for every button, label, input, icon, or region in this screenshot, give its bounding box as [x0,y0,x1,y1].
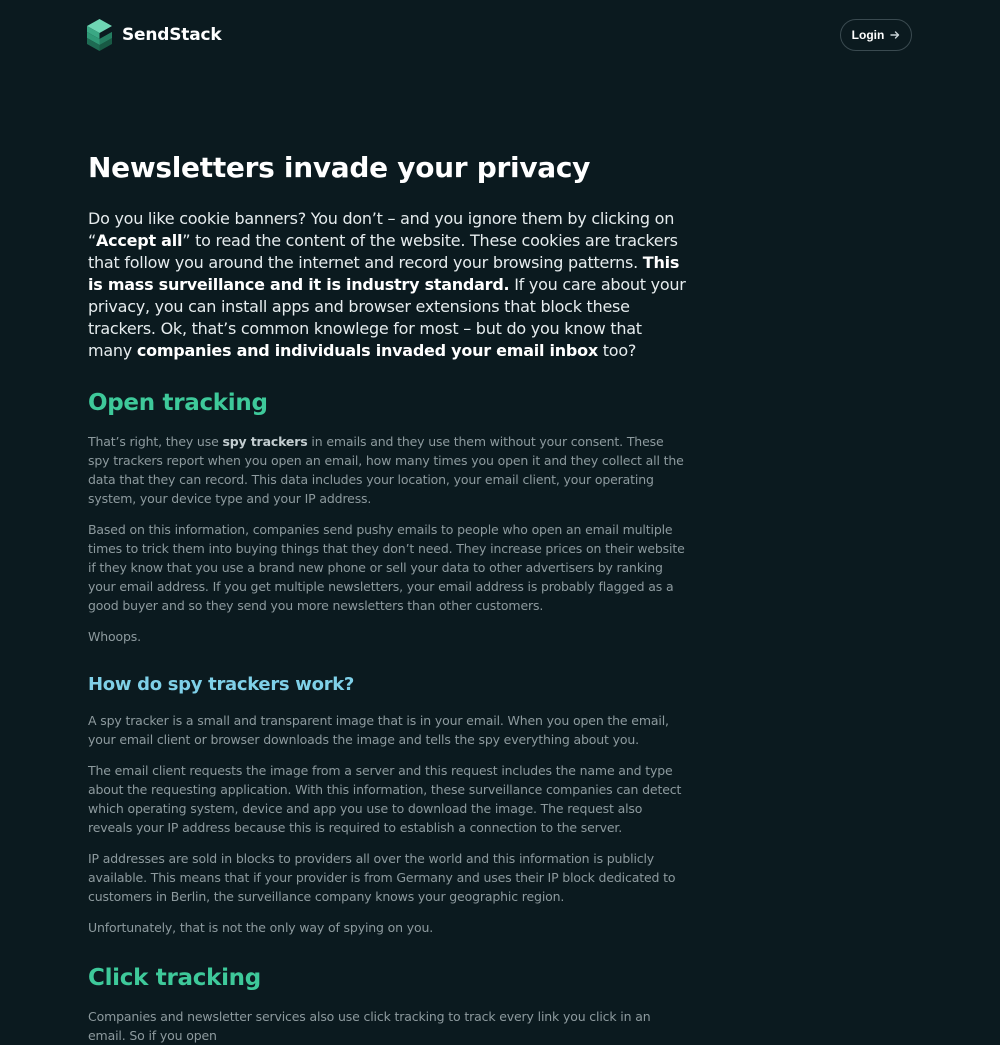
paragraph-text: That’s right, they use [88,434,223,449]
heading-how-spy-trackers-work: How do spy trackers work? [88,674,355,695]
arrow-right-icon [890,30,900,40]
how-paragraph-1: A spy tracker is a small and transparent image that is in your email. When you open the email, your email client or browser downloads the image and tells the spy everything about you. [88,713,669,747]
site-header [0,0,1000,70]
intro-text: If you care about your privacy, you can install apps and browser extensions that block these trackers. Ok, that’s common knowlege for most – but do you know that many [88,275,686,360]
click-tracking-paragraph-1: Companies and newsletter services also use click tracking to track every link you click in an email. So if you open [88,1009,651,1043]
heading-open-tracking: Open tracking [88,390,268,416]
how-paragraph-3: IP addresses are sold in blocks to providers all over the world and this information is publicly available. This means that if your provider is from Germany and uses their IP block dedicated to customers in Berlin, the surveillance company knows your geographic region. [88,851,676,904]
login-button[interactable] [840,19,912,51]
bold-spy-trackers: spy trackers [222,434,308,449]
open-tracking-paragraph-1 [88,432,688,508]
page-title: Newsletters invade your privacy [88,151,591,184]
intro-text: too? [597,341,637,360]
intro-bold-companies: companies and individuals invaded your email inbox [136,341,598,360]
how-paragraph-4: Unfortunately, that is not the only way of spying on you. [88,920,434,935]
intro-text: Do you like cookie banners? You don’t – and you ignore them by clicking on “ [88,209,675,250]
intro-paragraph [88,208,688,362]
login-label: Login [851,28,885,42]
open-tracking-paragraph-3: Whoops. [88,629,141,644]
how-paragraph-2: The email client requests the image from a server and this request includes the name and type about the requesting application. With this information, these surveillance companies can detect which operating system, device and app you use to download the image. The request also reveals your IP address because this is required to establish a connection to the server. [88,763,682,835]
brand-name: SendStack [122,25,222,45]
intro-text: ” to read the content of the website. These cookies are trackers that follow you around the internet and record your browsing patterns. [88,231,678,272]
intro-bold-mass-surveillance: This is mass surveillance and it is industry standard. [88,253,680,294]
heading-click-tracking: Click tracking [88,965,261,991]
brand-logo[interactable] [87,19,221,51]
open-tracking-paragraph-2: Based on this information, companies send pushy emails to people who open an email multiple times to trick them into buying things that they don’t need. They increase prices on their website if they know that you use a brand new phone or sell your data to other advertisers by ranking your email address. If you get multiple newsletters, your email address is probably flagged as a good buyer and so they send you more newsletters than other customers. [88,522,685,613]
article [88,150,688,1045]
stack-logo-icon [87,19,112,51]
paragraph-text: in emails and they use them without your consent. These spy trackers report when you open an email, how many times you open it and they collect all the data that they can record. This data includes your location, your email client, your operating system, your device type and your IP address. [88,434,684,506]
intro-bold-accept-all: Accept all [96,231,183,250]
